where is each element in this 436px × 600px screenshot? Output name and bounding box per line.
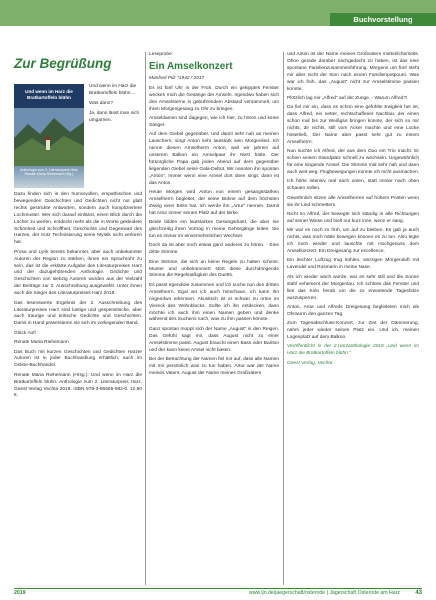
- footer-year: 2019: [14, 590, 26, 596]
- reading-sample-label: Leseprobe:: [149, 52, 174, 57]
- cover-editor-text: Renate Maria Riehemann (Hg.): [24, 172, 74, 177]
- story-paragraph: Zum Tagesabschluss-Konzert, zur Zeit der Dämmerung, nahm jeder wieder seinen Platz ein. Und ich, meinen Logenplatz auf dem Balkon.: [287, 321, 419, 341]
- column-divider: [145, 52, 146, 585]
- story-paragraph: Heute Morgen wird Anton von einem gesangsstarken Amselherrn begleitet, der seine Bühne auf dem höchsten Zweig einer Birke hat. Ich werde ihn „Artur“ nennen. Damit hat Artur immer seinen Platz auf der Birke.: [149, 190, 279, 216]
- page-title: Zur Begrüßung: [14, 56, 112, 71]
- story-paragraph: Da fiel mir ein, dass es schon eine gefühlte Ewigkeit her ist, dass Alfred, ein netter, rechtschaffener Nachbar, der einen schon mal bis zur Weißglut bringen konnte, der sich so mir nichts, dir nichts, still vom Acker machte und eine Lücke hinterließ. Der Name aber passt sehr gut zu einem Amselherrn.: [287, 105, 419, 145]
- story-paragraph: Ganz spontan moppt sich der Name „August“ in den Reigen. Das Gefühl sagt mir, dass August nicht zu einer Amselstimme passt. August braucht einen Bass oder Bariton und der kann keine Amsel nicht bieten.: [149, 326, 279, 353]
- story-paragraph: Gewöhnlich sitzen alle Amselherren auf hohem Posten wenn sie ihr Lied schmettern.: [287, 195, 419, 208]
- book-cover-subtitle: [17, 168, 81, 177]
- story-paragraph: Auf dem Giebel gegenüber, und damit sehr nah an meinen Lauschern, singt Anton sehr lautstark sein Morgenlied. Ich nenne diesen Amselherrn Anton, weil wir jahrein auf unserem Balkon ein Amselpaar ihr Nest hatte. Der fürsorgliche Papa gab jeden Abend auf dem gegenüber liegenden Giebel seine Gala-Debüt. Wir nannten ihn spontan „Anton“. Immer wenn eine Amsel dort oben singt, dann ist das Anton.: [149, 132, 279, 186]
- story-column-right: [287, 52, 419, 370]
- page-footer: [0, 588, 436, 600]
- story-paragraph: Nicht so Alfred, der bewegte sich ständig in alle Richtungen auf seiner Wiese und hielt nur kurz inne, wenn er sang.: [287, 212, 419, 224]
- story-paragraph: Als ich wieder wach wurde, war es sehr still und die Sonne stahl vehement der Morgentau. Ich schloss das Fenster und lies das Kolo herab um die zu erwartende Tageshitze auszusperren.: [287, 274, 419, 301]
- story-title: Ein Amselkonzert: [149, 61, 233, 73]
- story-paragraph: Doch da ist aber noch etwas ganz anderes zu hören. - Eine dritte Stimme.: [149, 243, 279, 256]
- harz-landscape-illustration: [14, 108, 84, 166]
- story-paragraph: Es passt irgendwie zusammen und ich suche nun den dritten Amselherrn. Egal wo ich auch hinschaue, ich kann ihn nirgendwo erkennen. Akustisch ist er schwer zu orten im Viereck des Wohnblocks. Sollte ich ihn entdecken, dann möchte ich auch ihm einen Namen geben und denke während des Suchens nach, was zu ihm passen könnte.: [149, 282, 279, 323]
- intro-paragraph: Das Buch mit kurzen Geschichten und Gedichten Harzer Autoren ist in jeder Buchhandlung erhältlich, auch im Online-Buchhandel.: [14, 349, 142, 369]
- story-byline: Manfred Pilz *1942 / 2017: [149, 76, 205, 82]
- story-paragraph: Nun suchte ich Alfred, der aus dem Duo ein Trio macht. Er schien seinen Standplatz schnell zu wechseln. Ungewöhnlich für eine singende Amsel. Die Stimme mal sehr nah und dann auch weit weg. Flugbewegungen konnte ich nicht ausmachen.: [287, 149, 419, 175]
- story-paragraph: und Anton ist der Name meines Großvaters mütterlicherseits. Ohne gerade darüber nachgedacht zu haben, ist das eine spontane Familienzusammenführung. Morgens um fünf steht mir aber nicht der Sinn nach einem Familienpotpourri. Was war ich froh, das „August“ nicht zur Amselstimme passen konnte.: [287, 52, 419, 92]
- cover-subtitle-text: Anthologie zum 2. Literaturpreis Harz: [20, 168, 78, 172]
- aside-line: Was dann?: [89, 100, 114, 106]
- story-column-middle: [149, 52, 279, 380]
- story-paragraph: Ich hörte intensiv mal nach unten, statt immer nach oben schauen sollen.: [287, 179, 419, 192]
- story-paragraph: Bei der Betrachtung der Namen fiel mir auf, dass alle Namen mit mir persönlich was zu tun haben. Artur war der Name meines Vaters, August der Name meines Großvaters: [149, 356, 279, 376]
- story-paragraph: Amseldamen sind dagegen, wie ich hier, zu hören und keine Sänger.: [149, 115, 279, 128]
- intro-signature: Renate Maria Riehemann: [14, 340, 69, 346]
- intro-body: [14, 192, 142, 403]
- aside-line: Ja, dann lässt man sich umgarnen.: [89, 110, 140, 123]
- story-paragraph: Beide bilden ein lautstarkes Gesangsduett, die aber nie gleichzeitig ihren Vortrag in meine Gehörgänge leiten. Sie tun es immer im einvernehmlichen Wechsel.: [149, 220, 279, 239]
- story-paragraph: Ein leichter Luftzug trug kühlen, würzigen Morgenduft mit Lavendel und Rosmarin in meine Nase.: [287, 258, 419, 271]
- intro-paragraph: Prosa und Lyrik bereits bekannter, aber auch unbekannter Autoren der Region zu stärken, ihnen ein Sprachrohr zu sein, das ist die erklärte Aufgabe des Literaturpreises Harz und der dazugehörenden Anthologie. Gedichte und Geschichten von siebzig Autoren wurden aus der Vielzahl der Beiträge zur 2. Ausschreibung ausgewählt. Unter ihnen auch die Sieger des Literaturpreises Harz 2018.: [14, 249, 142, 297]
- publisher-note: Geest Verlag, Vechta: [287, 360, 333, 366]
- column-divider: [283, 52, 284, 585]
- aside-line: Und wenn im Harz die Bratkartoffeln blühn ...: [89, 84, 137, 96]
- story-paragraph: Es ist fünf Uhr in der Früh. Durch ein gekipptes Fenster wecken mich die Gesänge der Amseln. Irgendwo haben sich drei Amselsterne in gebührendem Abstand versammelt, um ihren Morgengesang zu Ohr zu bringen.: [149, 85, 279, 112]
- intro-aside: [89, 84, 142, 125]
- section-label: Buchvorstellung: [330, 13, 436, 26]
- intro-paragraph: Dazu finden sich in den humorvollen, empathischen und bewegenden Geschichten und Gedichten nicht nur glatt rechts gestrickte Antworten, sondern auch kompliziertere Lochmuster. Wer sich darauf einlässt, einen Blick durch die Löcher zu werfen, entdeckt mehr als die in Worte gekleidete Schönheit und Schroffheit, Geschichte und Gegenwart des Harzes, der trotz Technisierung seine Mystik nicht verloren hat.: [14, 192, 142, 246]
- page-number: 43: [415, 590, 422, 596]
- story-paragraph: Eine Stimme, die sich an keine Regeln zu halten scheint. Munter und unbekümmert stört diese durchdringende Stimme die Regelmäßigkeit des Duetts.: [149, 259, 279, 279]
- book-details: Renate Maria Riehemann (Hrsg.): Und wenn im Harz die Bratkartoffeln blühn. Anthologie zum 2. Literaturpreis Harz. Geest Verlag Vechta 2018. ISBN 978-3-86685-682-0. 12,90 €.: [14, 372, 142, 399]
- story-paragraph: Mir war es noch zu früh, um auf zu bleiben. Es gab ja auch nichts, was mich hätte bewegen können es zu tun. Also legte ich mich wieder und lauschte mit Hochgenuss dem Amselkonzert. Ein Dreigesang zur excellence.: [287, 228, 419, 255]
- book-cover-title: Und wenn im Harz die Bratkartoffeln blühn: [25, 89, 73, 100]
- story-paragraph: Plötzlich lag mir „Alfred“ auf der Zunge. - Warum Alfred?!: [287, 95, 408, 101]
- footer-source: www.ljn.de/jaegerschaft/osterode | Jägerschaft Osterode am Harz: [249, 590, 400, 596]
- intro-paragraph: Das lesenswerte Ergebnis der 2. Ausschreibung des Literaturpreises Harz sind lustige und gespenstische, aber auch traurige und kritische Gedichte und Geschichten. Damit in Hand präsentieren sie sich im vorliegenden Band.: [14, 300, 142, 327]
- book-cover: [14, 84, 84, 188]
- intro-greeting: Glück Auf!: [14, 330, 36, 336]
- source-note: Veröffentlicht in der 2.Harzanthologie 2018 „Und wenn im Harz die Bratkartoffeln blühn.“: [287, 344, 419, 357]
- story-paragraph: Anton, Artur und Alfreds Dreigesang begleiteten mich als Ohrwurm den ganzen Tag.: [287, 304, 419, 317]
- footer-rule: [14, 588, 422, 589]
